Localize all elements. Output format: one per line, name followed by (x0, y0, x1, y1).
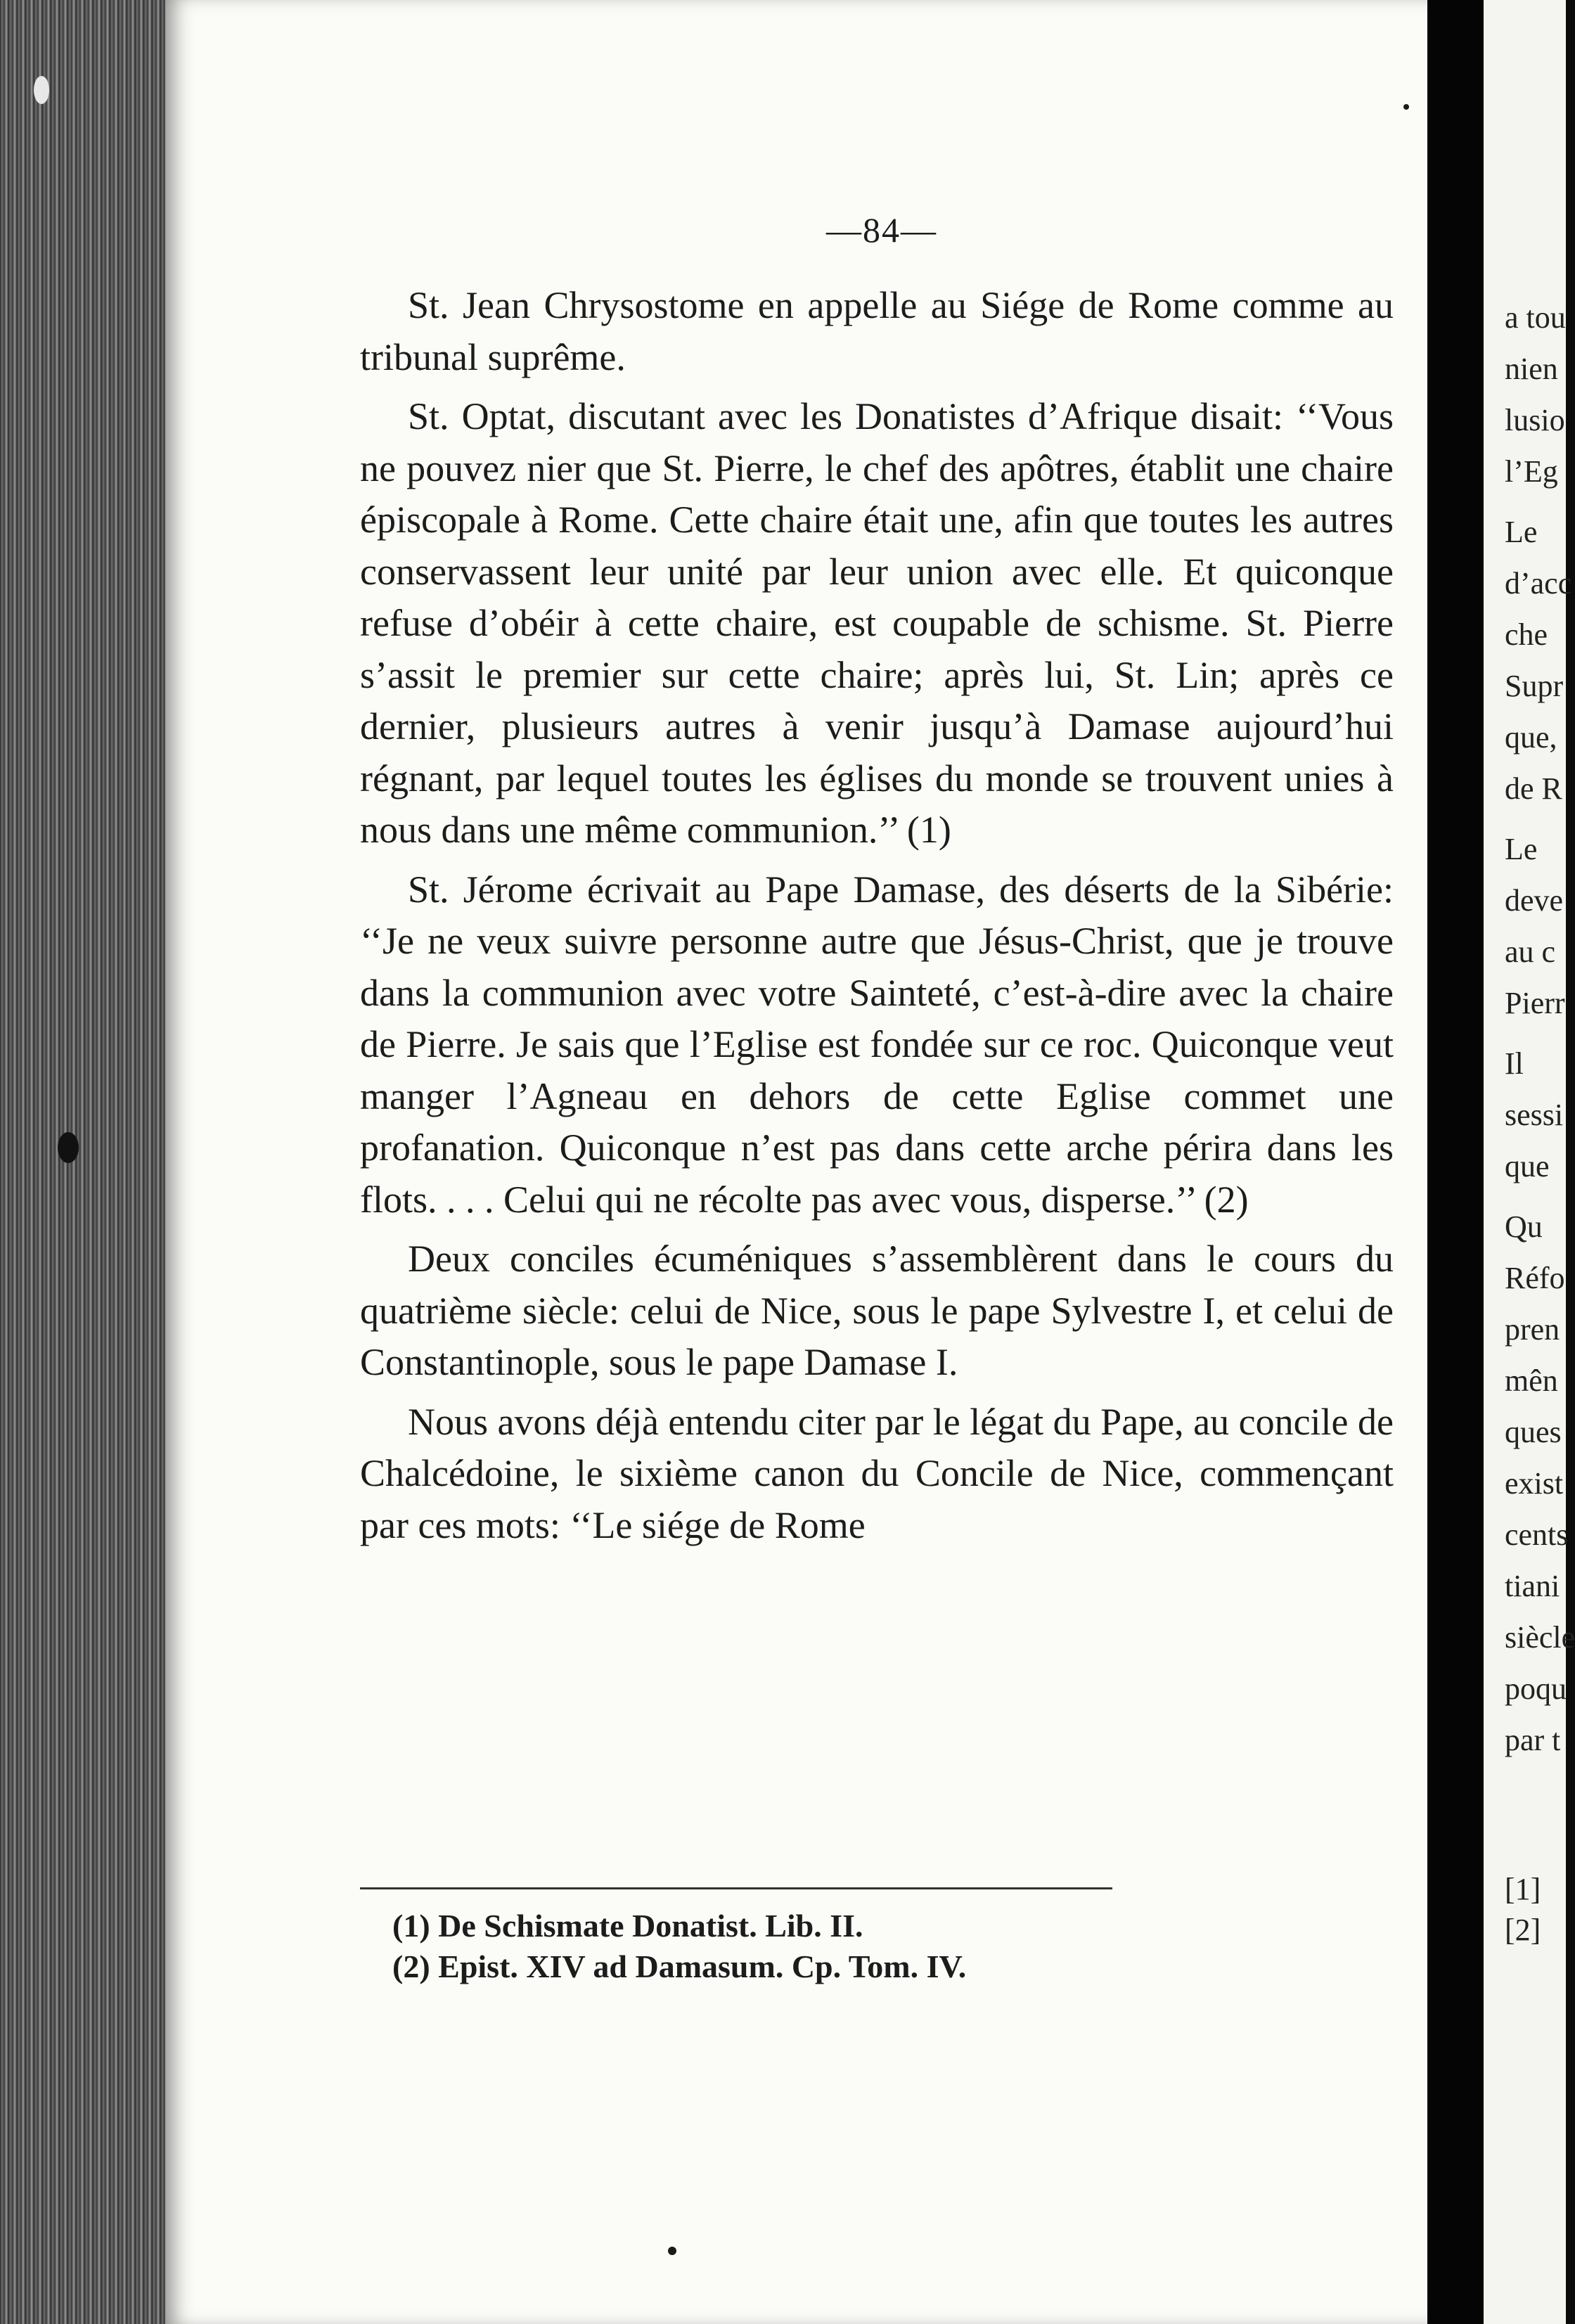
footnote-2: (2) Epist. XIV ad Damasum. Cp. Tom. IV. (392, 1949, 967, 1984)
facing-fragment: Pierr (1505, 986, 1565, 1020)
facing-fragment: au c (1505, 935, 1556, 969)
facing-fragment: siècle (1505, 1620, 1575, 1655)
footnote-divider (360, 1887, 1112, 1889)
facing-page (1484, 0, 1575, 2324)
page-number: —84— (826, 210, 937, 250)
facing-fragment: Le (1505, 832, 1538, 866)
footnotes (392, 1906, 966, 1987)
facing-fragment: Réfo (1505, 1261, 1565, 1295)
book-page-stack (0, 0, 178, 2324)
paragraph-4: Deux conciles écuméniques s’assemblèrent dans le cours du quatrième siècle: celui de Nice, sous le pape Sylvestre I, et celui de Constantinople, sous le pape Damase I. (360, 1238, 1394, 1383)
facing-fragment: l’Eg (1505, 454, 1558, 489)
facing-fragment: cents (1505, 1517, 1569, 1552)
paragraph-3: St. Jérome écrivait au Pape Damase, des déserts de la Sibérie: ‘‘Je ne veux suivre personne autre que Jésus-Christ, que je trouve dans la communion avec votre Sainteté, c’est-à-dire avec la chaire de Pierre. Je sais que l’Eglise est fondée sur ce roc. Quiconque veut manger l’Agneau en dehors de cette Eglise commet une profanation. Quiconque n’est pas dans cette arche périra dans les flots. . . . Celui qui ne récolte pas avec vous, disperse.’’ (2) (360, 868, 1394, 1221)
page-blemish (34, 76, 49, 104)
footnote-1: (1) De Schismate Donatist. Lib. II. (392, 1908, 863, 1944)
facing-fragment: [2] (1505, 1913, 1541, 1947)
facing-fragment: pren (1505, 1312, 1560, 1347)
facing-fragment: que, (1505, 720, 1557, 755)
facing-fragment: exist (1505, 1466, 1564, 1501)
page-blemish (1403, 104, 1409, 110)
facing-fragment: Le (1505, 515, 1538, 549)
facing-fragment: que (1505, 1149, 1550, 1183)
page-blemish (668, 2247, 676, 2255)
paragraph-1: St. Jean Chrysostome en appelle au Siége de Rome comme au tribunal suprême. (360, 284, 1394, 378)
facing-fragment: de R (1505, 771, 1562, 806)
facing-fragment: che (1505, 617, 1548, 652)
facing-fragment: tiani (1505, 1569, 1560, 1603)
facing-fragment: Supr (1505, 669, 1564, 703)
facing-fragment: ques (1505, 1415, 1562, 1449)
book-gutter (1427, 0, 1484, 2324)
facing-fragment: par t (1505, 1723, 1561, 1757)
facing-fragment: poqu (1505, 1671, 1567, 1706)
facing-fragment: nien (1505, 352, 1558, 386)
page-blemish (58, 1132, 79, 1163)
facing-fragment: lusio (1505, 403, 1565, 437)
paragraph-5: Nous avons déjà entendu citer par le légat du Pape, au concile de Chalcédoine, le sixième canon du Concile de Nice, commençant par ces mots: ‘‘Le siége de Rome (360, 1400, 1394, 1546)
facing-fragment: Qu (1505, 1209, 1543, 1244)
facing-fragment: [1] (1505, 1872, 1541, 1906)
facing-fragment: Il (1505, 1046, 1524, 1081)
facing-fragment: sessi (1505, 1098, 1564, 1132)
facing-fragment: d’acc (1505, 566, 1572, 601)
paragraph-2: St. Optat, discutant avec les Donatistes d’Afrique disait: ‘‘Vous ne pouvez nier que St. Pierre, le chef des apôtres, établit une chaire épiscopale à Rome. Cette chaire était une, afin que toutes les autres conservassent leur unité par leur union avec elle. Et quiconque refuse d’obéir à cette chaire, est coupable de schisme. St. Pierre s’assit le premier sur cette chaire; après lui, St. Lin; après ce dernier, plusieurs autres à venir jusqu’à Damase aujourd’hui régnant, par lequel toutes les églises du monde se trouvent unies à nous dans une même communion.’’ (1) (360, 395, 1394, 851)
facing-fragment: mên (1505, 1363, 1558, 1398)
facing-fragment: a tou (1505, 300, 1566, 335)
body-text (360, 280, 1394, 1559)
facing-fragment: deve (1505, 883, 1564, 918)
